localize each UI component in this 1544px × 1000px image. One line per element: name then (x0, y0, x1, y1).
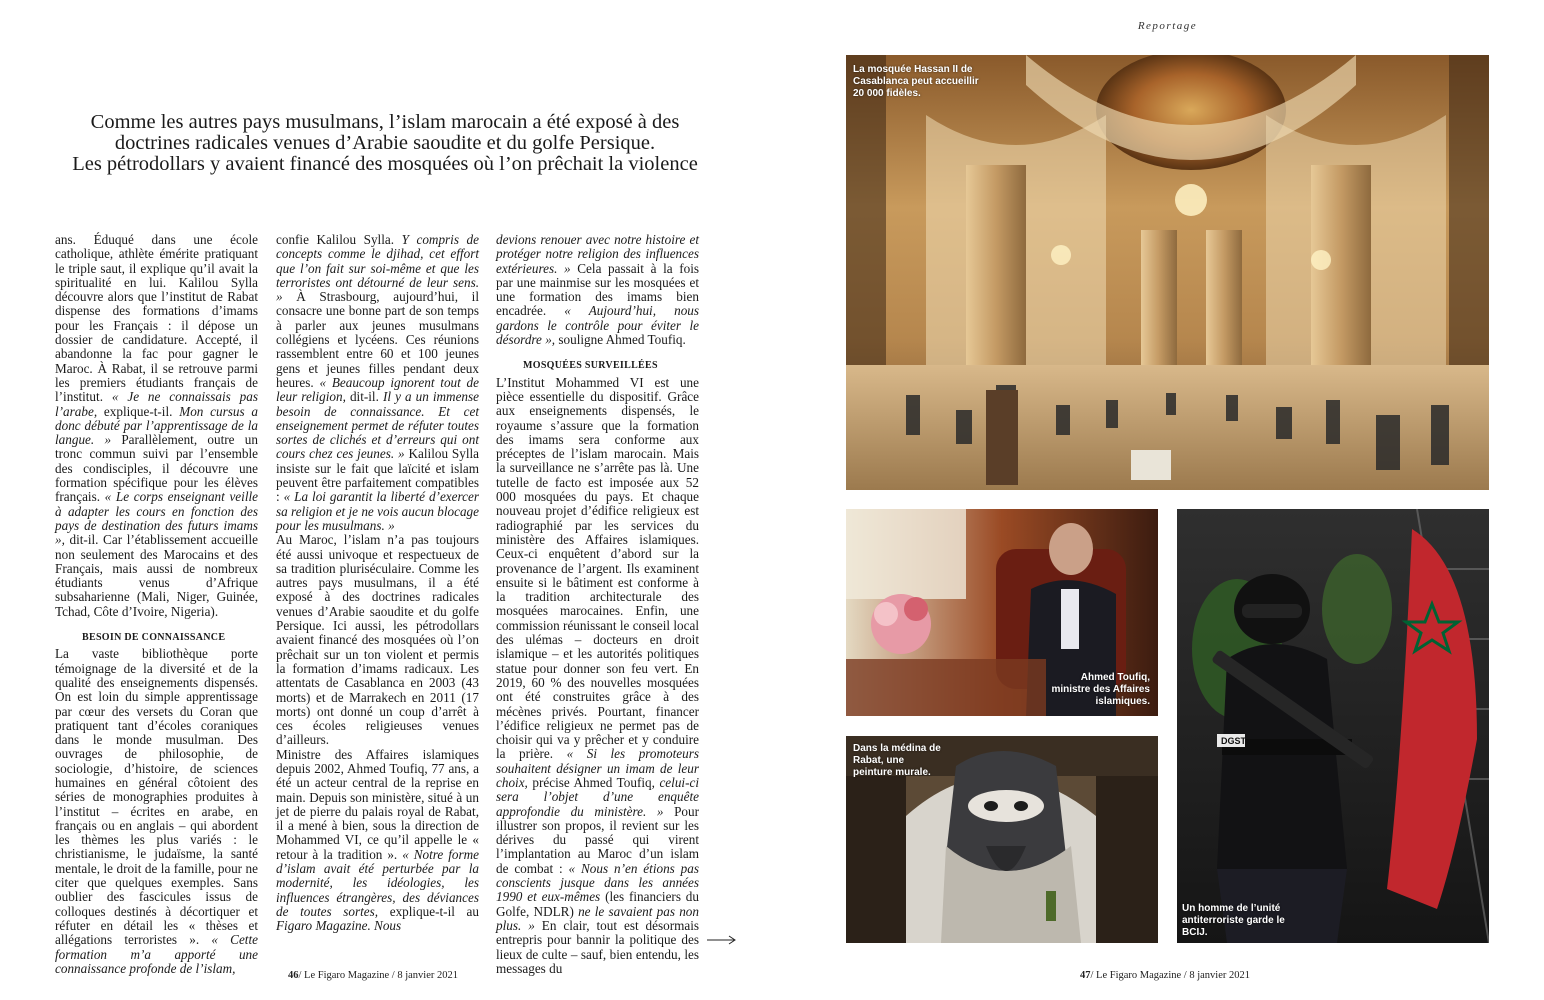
text: ans. Éduqué dans une école catholique, athlète émérite pratiquant le triple saut, il explique qu’il avait la spiritualité en lui. Kalilou Sylla découvre alors que l’institut de Rabat dispense des formations d’imams pour les Français : il dépose un dossier de candidature. Accepté, il abandonne la fac pour gagner le Maroc. À Rabat, il se retrouve parmi les premiers étudiants français de l’institut. (55, 232, 258, 405)
article-column-1 (55, 233, 258, 976)
quote: Figaro Magazine. Nous (276, 918, 402, 934)
subheading: BESOIN DE CONNAISSANCE (82, 632, 226, 644)
lead-line: Les pétrodollars y avaient financé des mosquées où l’on prêchait la violence (72, 153, 698, 175)
photo-ahmed-toufiq (846, 509, 1158, 716)
quote: Mon cursus a donc débuté par l’apprentissage de la langue. » (55, 403, 258, 448)
text: souligne Ahmed Toufiq. (558, 332, 686, 348)
paragraph (496, 376, 699, 976)
paragraph (276, 748, 479, 934)
page-number: 47 (1080, 970, 1091, 981)
page-number: 46 (288, 970, 299, 981)
paragraph (55, 233, 258, 619)
paragraph: Au Maroc, l’islam n’a pas toujours été aussi univoque et respectueux de sa tradition pluriséculaire. Comme les autres pays musulmans, il a été exposé à des doctrines radicales venues d’Arabie saoudite et du golfe Persique. Ici aussi, les pétrodollars avaient financé des mosquées où l’on prêchait sur un ton violent et permis la formation d’imams radicaux. Les attentats de Casablanca en 2003 (43 morts) et de Marrakech en 2011 (17 morts) ont donné un coup d’arrêt à ces écoles religieuses venues d’ailleurs. (276, 532, 479, 748)
text: dit-il. Car l’établissement accueille non seulement des Marocains et des Français, mais aussi de nombreux étudiants venus d’Afrique subsaharienne (Mali, Niger, Guinée, Tchad, Côte d’Ivoire, Nigeria). (55, 532, 258, 619)
photo-caption: Un homme de l’unité antiterroriste garde le BCIJ. (1182, 903, 1285, 938)
text: précise Ahmed Toufiq, (532, 774, 655, 790)
folio-left (288, 970, 458, 981)
paragraph (496, 233, 699, 347)
lead-paragraph (40, 112, 730, 175)
photo-caption: Dans la médina de Rabat, une peinture murale. (853, 743, 941, 778)
quote: ne le savaient pas non plus. » (496, 903, 699, 933)
vest-label: DGST (1221, 736, 1247, 746)
text: confie Kalilou Sylla. (276, 232, 395, 247)
photo-caption: La mosquée Hassan II de Casablanca peut accueillir 20 000 fidèles. (853, 64, 979, 99)
quote: « Beaucoup ignorent tout de leur religion, (276, 374, 479, 405)
folio-text: / Le Figaro Magazine / 8 janvier 2021 (1090, 970, 1250, 981)
text: En clair, tout est désormais entrepris pour bannir la politique des lieux de culte – sauf, bien entendu, les messages du (496, 917, 700, 976)
photo-mosque-hassan-ii (846, 55, 1489, 490)
subheading: MOSQUÉES SURVEILLÉES (523, 360, 658, 372)
quote: « Si les promoteurs souhaitent désigner un imam de leur choix, (496, 746, 700, 790)
text: explique-t-il au (389, 903, 479, 919)
photo-mural-medina (846, 736, 1158, 943)
quote: devions renouer avec notre histoire et protéger notre religion des influences extérieures. » (496, 232, 699, 276)
folio-text: / Le Figaro Magazine / 8 janvier 2021 (298, 970, 458, 981)
quote: « Nous n’en étions pas conscients jusque dans les années 1990 et eux-mêmes (496, 860, 699, 905)
paragraph (55, 647, 258, 976)
lead-line: doctrines radicales venues d’Arabie saoudite et du golfe Persique. (114, 132, 656, 154)
section-label: Reportage (1137, 20, 1198, 32)
quote: Il y a un immense besoin de connaissance. Et cet enseignement permet de réfuter toutes sortes de clichés et d’erreurs qui ont cours chez ces jeunes. » (276, 389, 480, 462)
text: Ministre des Affaires islamiques depuis 2002, Ahmed Toufiq, 77 ans, a été un acteur central de la reprise en main. Depuis son ministère, situé à un jet de pierre du palais royal de Rabat, il a mené à bien, sous la direction de Mohammed VI, ce qu’il appelle le « retour à la tradition ». (276, 746, 479, 862)
quote: « Le corps enseignant veille à adapter les cours en fonction des pays de destination des futurs imams », (55, 489, 258, 548)
quote: celui-ci sera l’objet d’une enquête approfondie du ministère. » (496, 774, 699, 819)
text: (les financiers du Golfe, NDLR) (496, 889, 699, 919)
photo-antiterrorist-guard (1177, 509, 1489, 943)
article-column-2 (276, 233, 479, 934)
text: Pour illustrer son propos, il revient sur les dérives du passé qui virent l’implantation au Maroc d’un islam de combat : (496, 803, 699, 876)
text: Cela passait à la fois par une mainmise sur les mosquées et une formation des imams bien encadrée. (496, 260, 699, 319)
quote: « Je ne connaissais pas l’arabe, (55, 389, 258, 419)
text: Parallèlement, outre un tronc commun suivi par l’ensemble des condisciples, il découvre une formation spécifique pour les élèves français. (55, 432, 258, 505)
quote: « Cette formation m’a apporté une connaissance profonde de l’islam, (55, 932, 258, 976)
lead-line: Comme les autres pays musulmans, l’islam marocain a été exposé à des (90, 111, 680, 133)
text: explique-t-il. (103, 403, 173, 419)
text: À Strasbourg, aujourd’hui, il consacre une bonne part de son temps à parler aux jeunes musulmans collégiens et lycéens. Ces réunions rassemblent entre 60 et 100 jeunes gens et jeunes filles pendant deux heures. (276, 289, 480, 390)
quote: « Notre forme d’islam avait été perturbée par la modernité, les idéologies, les influences étrangères, des déviances de toutes sortes, (276, 846, 479, 919)
photo-caption: Ahmed Toufiq, ministre des Affaires islamiques. (1051, 672, 1150, 707)
text: dit-il. (349, 389, 379, 405)
text: Kalilou Sylla insiste sur le fait que laïcité et islam peuvent être parfaitement compatibles : (276, 446, 480, 505)
folio-right (1080, 970, 1250, 981)
quote: Y compris de concepts comme le djihad, cet effort que l’on fait sur soi-même et que les terroristes ont détourné de leur sens. » (276, 232, 479, 305)
quote: « Aujourd’hui, nous gardons le contrôle pour éviter le désordre », (496, 303, 700, 348)
text: L’Institut Mohammed VI est une pièce essentielle du dispositif. Grâce aux enseignements dispensés, le royaume s’assure que la formation des imams sera conforme aux préceptes de l’islam marocain. Mais la surveillance ne s’arrête pas là. Une tutelle de facto est imposée aux 52 000 mosquées du pays. Et chaque nouveau projet d’édifice religieux est radiographié par les services du ministère des Affaires islamiques. Ceux-ci enquêtent d’abord sur la provenance de l’argent. Ils examinent ensuite si le bâtiment est conforme à la tradition architecturale des mosquées marocaines. Enfin, une commission réunissant le conseil local des ulémas – docteurs en droit islamique – et les autorités politiques statue pour donner son feu vert. En 2019, 60 % des nouvelles mosquées ont été construites grâce à des mécènes privés. Pourtant, financer l’édifice religieux ne permet pas de choisir qui va y prêcher et y conduire la prière. (496, 374, 699, 762)
article-column-3 (496, 233, 699, 976)
quote: « La loi garantit la liberté d’exercer sa religion et je ne vois aucun blocage pour les musulmans. » (276, 489, 479, 533)
text: La vaste bibliothèque porte témoignage de la diversité et de la qualité des enseignements dispensés. On est loin du simple apprentissage par cœur des versets du Coran que pratiquent tant d’écoles coraniques dans le monde musulman. Des ouvrages de philosophie, de sociologie, d’histoire, de sciences humaines en général côtoient des séries de monographies produites à l’institut – écrites en arabe, en français ou en anglais – qui abordent les thèmes les plus variés : le christianisme, le judaïsme, la santé mentale, le droit de la famille, pour ne citer que quelques exemples. Sans oublier des fascicules issus de colloques destinés à décortiquer et réfuter en détail les « thèses et allégations terroristes ». (55, 646, 258, 948)
paragraph (276, 233, 479, 533)
continue-arrow-icon (707, 934, 737, 946)
